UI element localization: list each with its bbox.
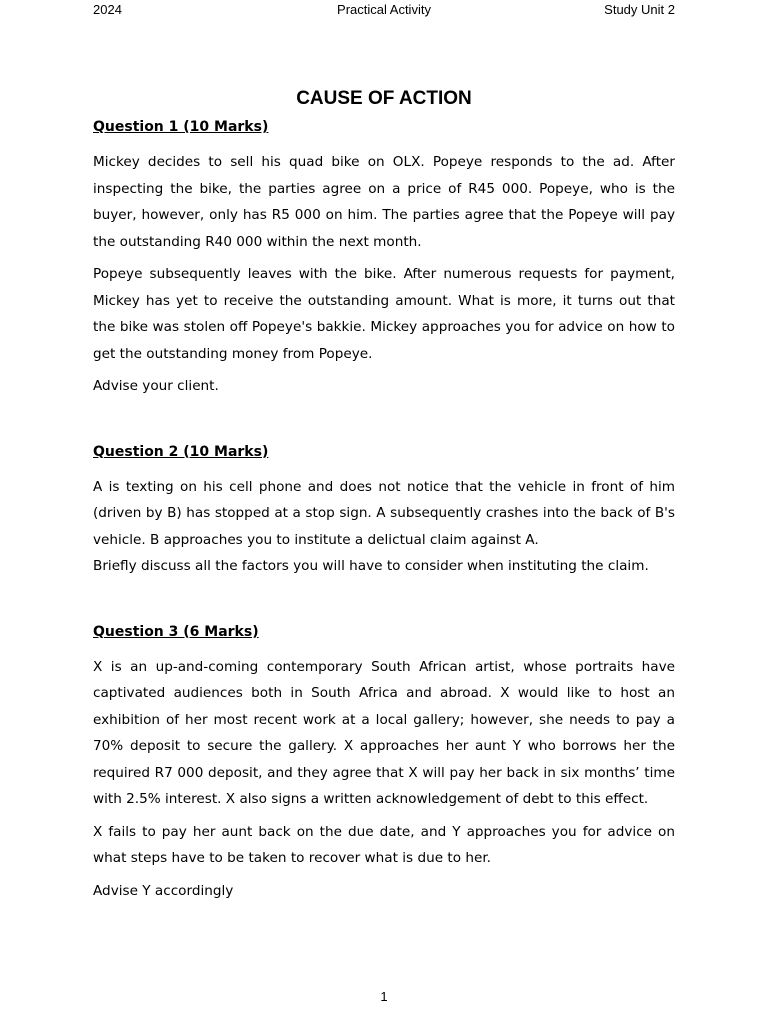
page-header	[93, 1, 675, 19]
question-3-heading: Question 3 (6 Marks)	[93, 623, 259, 640]
question-2-instruction: Briefly discuss all the factors you will have to consider when instituting the claim.	[93, 558, 649, 574]
question-1	[93, 116, 675, 400]
question-3-paragraph-1: X is an up-and-coming contemporary South African artist, whose portraits have captivated audiences both in South Africa and abroad. X would like to host an exhibition of her most recent work at a local gallery; however, she needs to pay a 70% deposit to secure the gallery. X approaches her aunt Y who borrows her the required R7 000 deposit, and they agree that X will pay her back in six months’ time with 2.5% interest. X also signs a written acknowledgement of debt to this effect.	[93, 658, 675, 807]
question-2	[93, 441, 675, 580]
page-number: 1	[380, 989, 388, 1004]
question-1-heading: Question 1 (10 Marks)	[93, 119, 269, 135]
question-2-paragraph-1: A is texting on his cell phone and does not notice that the vehicle in front of him (driven by B) has stopped at a stop sign. A subsequently crashes into the back of B's vehicle. B approaches you to institute a delictual claim against A.	[93, 478, 675, 548]
question-3	[93, 621, 675, 905]
question-1-paragraph-2: Popeye subsequently leaves with the bike. After numerous requests for payment, Mickey has yet to receive the outstanding amount. What is more, it turns out that the bike was stolen off Popeye's bakkie. Mickey approaches you for advice on how to get the outstanding money from Popeye.	[93, 266, 675, 362]
question-1-instruction: Advise your client.	[93, 378, 219, 394]
question-3-paragraph-2: X fails to pay her aunt back on the due date, and Y approaches you for advice on what steps have to be taken to recover what is due to her.	[93, 823, 675, 866]
document-body	[93, 116, 675, 904]
header-year: 2024	[93, 2, 122, 17]
question-3-instruction: Advise Y accordingly	[93, 882, 234, 899]
question-2-heading: Question 2 (10 Marks)	[93, 443, 269, 460]
question-1-paragraph-1: Mickey decides to sell his quad bike on OLX. Popeye responds to the ad. After inspecting the bike, the parties agree on a price of R45 000. Popeye, who is the buyer, however, only has R5 000 on him. The parties agree that the Popeye will pay the outstanding R40 000 within the next month.	[93, 154, 675, 250]
document-title: CAUSE OF ACTION	[296, 88, 472, 109]
header-activity: Practical Activity	[337, 2, 431, 17]
header-study-unit: Study Unit 2	[604, 2, 675, 17]
